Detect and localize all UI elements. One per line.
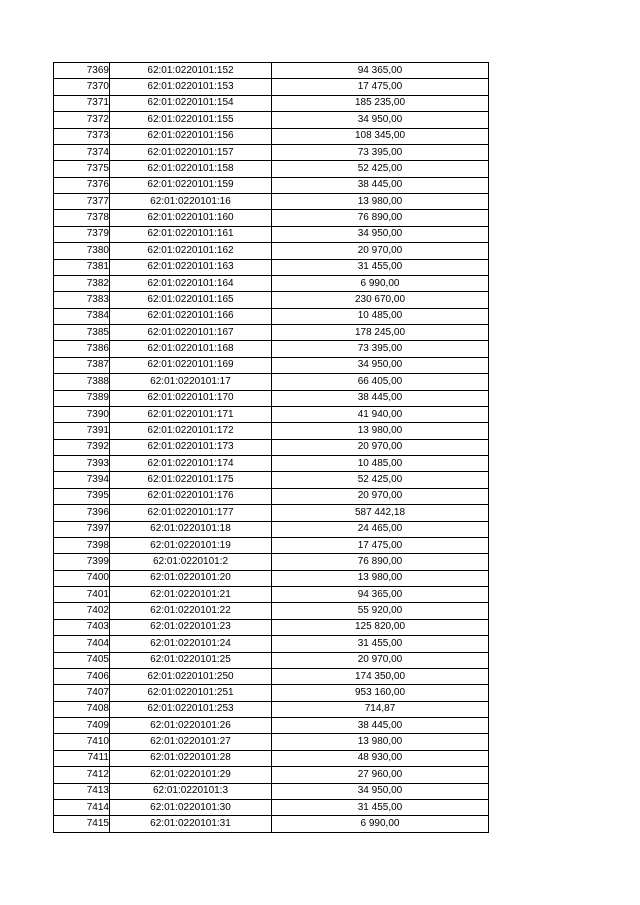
cadastral-number-cell: 62:01:0220101:170	[110, 390, 272, 406]
table-row	[54, 128, 489, 144]
cadastral-value-cell: 34 950,00	[272, 783, 489, 799]
cadastral-value-cell: 587 442,18	[272, 505, 489, 521]
table-row	[54, 406, 489, 422]
cadastral-number-cell: 62:01:0220101:16	[110, 194, 272, 210]
row-number-cell: 7380	[54, 243, 110, 259]
row-number-cell: 7373	[54, 128, 110, 144]
cadastral-value-cell: 38 445,00	[272, 177, 489, 193]
row-number-cell: 7392	[54, 439, 110, 455]
cadastral-value-cell: 125 820,00	[272, 619, 489, 635]
row-number-cell: 7387	[54, 357, 110, 373]
table-row	[54, 259, 489, 275]
cadastral-value-cell: 27 960,00	[272, 767, 489, 783]
row-number-cell: 7409	[54, 718, 110, 734]
cadastral-value-cell: 34 950,00	[272, 112, 489, 128]
cadastral-number-cell: 62:01:0220101:164	[110, 275, 272, 291]
row-number-cell: 7389	[54, 390, 110, 406]
table-row	[54, 701, 489, 717]
cadastral-number-cell: 62:01:0220101:174	[110, 456, 272, 472]
table-row	[54, 685, 489, 701]
table-row	[54, 341, 489, 357]
row-number-cell: 7386	[54, 341, 110, 357]
row-number-cell: 7390	[54, 406, 110, 422]
row-number-cell: 7381	[54, 259, 110, 275]
table-row	[54, 226, 489, 242]
row-number-cell: 7385	[54, 325, 110, 341]
table-row	[54, 668, 489, 684]
cadastral-number-cell: 62:01:0220101:162	[110, 243, 272, 259]
row-number-cell: 7370	[54, 79, 110, 95]
table-row	[54, 537, 489, 553]
cadastral-number-cell: 62:01:0220101:19	[110, 537, 272, 553]
cadastral-number-cell: 62:01:0220101:163	[110, 259, 272, 275]
cadastral-value-cell: 76 890,00	[272, 210, 489, 226]
cadastral-value-cell: 31 455,00	[272, 636, 489, 652]
cadastral-value-cell: 52 425,00	[272, 161, 489, 177]
table-row	[54, 521, 489, 537]
cadastral-value-cell: 94 365,00	[272, 63, 489, 79]
cadastral-number-cell: 62:01:0220101:157	[110, 144, 272, 160]
cadastral-value-cell: 185 235,00	[272, 95, 489, 111]
table-row	[54, 439, 489, 455]
cadastral-value-cell: 230 670,00	[272, 292, 489, 308]
table-row	[54, 63, 489, 79]
table-row	[54, 357, 489, 373]
cadastral-value-cell: 73 395,00	[272, 341, 489, 357]
row-number-cell: 7375	[54, 161, 110, 177]
table-row	[54, 390, 489, 406]
row-number-cell: 7393	[54, 456, 110, 472]
cadastral-number-cell: 62:01:0220101:161	[110, 226, 272, 242]
cadastral-value-cell: 714,87	[272, 701, 489, 717]
row-number-cell: 7378	[54, 210, 110, 226]
cadastral-number-cell: 62:01:0220101:165	[110, 292, 272, 308]
cadastral-value-cell: 76 890,00	[272, 554, 489, 570]
table-row	[54, 325, 489, 341]
cadastral-value-cell: 108 345,00	[272, 128, 489, 144]
row-number-cell: 7384	[54, 308, 110, 324]
cadastral-number-cell: 62:01:0220101:155	[110, 112, 272, 128]
row-number-cell: 7398	[54, 537, 110, 553]
cadastral-number-cell: 62:01:0220101:160	[110, 210, 272, 226]
cadastral-value-cell: 20 970,00	[272, 439, 489, 455]
table-row	[54, 161, 489, 177]
cadastral-value-cell: 20 970,00	[272, 652, 489, 668]
table-row	[54, 587, 489, 603]
cadastral-value-cell: 6 990,00	[272, 275, 489, 291]
cadastral-value-cell: 31 455,00	[272, 799, 489, 815]
cadastral-number-cell: 62:01:0220101:30	[110, 799, 272, 815]
cadastral-value-cell: 13 980,00	[272, 734, 489, 750]
table-row	[54, 767, 489, 783]
cadastral-number-cell: 62:01:0220101:28	[110, 750, 272, 766]
row-number-cell: 7400	[54, 570, 110, 586]
cadastral-number-cell: 62:01:0220101:24	[110, 636, 272, 652]
cadastral-number-cell: 62:01:0220101:167	[110, 325, 272, 341]
cadastral-value-cell: 10 485,00	[272, 456, 489, 472]
cadastral-number-cell: 62:01:0220101:31	[110, 816, 272, 832]
table-row	[54, 275, 489, 291]
table-row	[54, 570, 489, 586]
row-number-cell: 7395	[54, 488, 110, 504]
cadastral-value-cell: 13 980,00	[272, 194, 489, 210]
cadastral-value-cell: 66 405,00	[272, 374, 489, 390]
table-row	[54, 95, 489, 111]
cadastral-number-cell: 62:01:0220101:29	[110, 767, 272, 783]
table-row	[54, 456, 489, 472]
row-number-cell: 7408	[54, 701, 110, 717]
cadastral-number-cell: 62:01:0220101:177	[110, 505, 272, 521]
cadastral-value-cell: 24 465,00	[272, 521, 489, 537]
row-number-cell: 7399	[54, 554, 110, 570]
cadastral-number-cell: 62:01:0220101:250	[110, 668, 272, 684]
row-number-cell: 7396	[54, 505, 110, 521]
table-row	[54, 750, 489, 766]
cadastral-value-cell: 52 425,00	[272, 472, 489, 488]
row-number-cell: 7397	[54, 521, 110, 537]
cadastral-value-cell: 6 990,00	[272, 816, 489, 832]
cadastral-value-cell: 20 970,00	[272, 488, 489, 504]
cadastral-number-cell: 62:01:0220101:171	[110, 406, 272, 422]
cadastral-value-cell: 94 365,00	[272, 587, 489, 603]
cadastral-number-cell: 62:01:0220101:152	[110, 63, 272, 79]
cadastral-value-cell: 178 245,00	[272, 325, 489, 341]
row-number-cell: 7407	[54, 685, 110, 701]
row-number-cell: 7374	[54, 144, 110, 160]
cadastral-value-cell: 13 980,00	[272, 570, 489, 586]
row-number-cell: 7405	[54, 652, 110, 668]
cadastral-value-cell: 10 485,00	[272, 308, 489, 324]
cadastral-value-cell: 38 445,00	[272, 718, 489, 734]
cadastral-number-cell: 62:01:0220101:2	[110, 554, 272, 570]
table-row	[54, 734, 489, 750]
cadastral-number-cell: 62:01:0220101:26	[110, 718, 272, 734]
row-number-cell: 7403	[54, 619, 110, 635]
row-number-cell: 7388	[54, 374, 110, 390]
cadastral-value-cell: 73 395,00	[272, 144, 489, 160]
cadastral-value-cell: 38 445,00	[272, 390, 489, 406]
cadastral-number-cell: 62:01:0220101:23	[110, 619, 272, 635]
table-row	[54, 177, 489, 193]
cadastral-number-cell: 62:01:0220101:21	[110, 587, 272, 603]
row-number-cell: 7415	[54, 816, 110, 832]
row-number-cell: 7379	[54, 226, 110, 242]
table-row	[54, 619, 489, 635]
cadastral-number-cell: 62:01:0220101:253	[110, 701, 272, 717]
cadastral-number-cell: 62:01:0220101:251	[110, 685, 272, 701]
table-row	[54, 210, 489, 226]
row-number-cell: 7401	[54, 587, 110, 603]
row-number-cell: 7391	[54, 423, 110, 439]
table-row	[54, 144, 489, 160]
cadastral-number-cell: 62:01:0220101:176	[110, 488, 272, 504]
row-number-cell: 7406	[54, 668, 110, 684]
table-row	[54, 636, 489, 652]
cadastral-value-cell: 174 350,00	[272, 668, 489, 684]
row-number-cell: 7376	[54, 177, 110, 193]
table-row	[54, 816, 489, 832]
row-number-cell: 7402	[54, 603, 110, 619]
table-row	[54, 472, 489, 488]
row-number-cell: 7377	[54, 194, 110, 210]
cadastral-number-cell: 62:01:0220101:25	[110, 652, 272, 668]
cadastral-value-cell: 48 930,00	[272, 750, 489, 766]
cadastral-number-cell: 62:01:0220101:3	[110, 783, 272, 799]
table-row	[54, 488, 489, 504]
cadastral-number-cell: 62:01:0220101:20	[110, 570, 272, 586]
cadastral-number-cell: 62:01:0220101:166	[110, 308, 272, 324]
cadastral-value-cell: 953 160,00	[272, 685, 489, 701]
table-row	[54, 783, 489, 799]
table-row	[54, 79, 489, 95]
table-row	[54, 243, 489, 259]
cadastral-number-cell: 62:01:0220101:156	[110, 128, 272, 144]
table-row	[54, 652, 489, 668]
cadastral-value-cell: 13 980,00	[272, 423, 489, 439]
row-number-cell: 7413	[54, 783, 110, 799]
cadastral-value-cell: 34 950,00	[272, 357, 489, 373]
cadastral-value-cell: 55 920,00	[272, 603, 489, 619]
cadastral-value-table	[53, 62, 489, 833]
row-number-cell: 7382	[54, 275, 110, 291]
table-row	[54, 799, 489, 815]
cadastral-value-cell: 17 475,00	[272, 79, 489, 95]
cadastral-number-cell: 62:01:0220101:27	[110, 734, 272, 750]
table-row	[54, 423, 489, 439]
row-number-cell: 7372	[54, 112, 110, 128]
cadastral-value-cell: 20 970,00	[272, 243, 489, 259]
table-row	[54, 603, 489, 619]
cadastral-value-cell: 34 950,00	[272, 226, 489, 242]
cadastral-number-cell: 62:01:0220101:173	[110, 439, 272, 455]
table-row	[54, 194, 489, 210]
row-number-cell: 7412	[54, 767, 110, 783]
cadastral-number-cell: 62:01:0220101:159	[110, 177, 272, 193]
row-number-cell: 7383	[54, 292, 110, 308]
table-row	[54, 112, 489, 128]
cadastral-number-cell: 62:01:0220101:22	[110, 603, 272, 619]
row-number-cell: 7414	[54, 799, 110, 815]
table-row	[54, 374, 489, 390]
table-row	[54, 308, 489, 324]
cadastral-value-cell: 31 455,00	[272, 259, 489, 275]
table-row	[54, 505, 489, 521]
table-row	[54, 292, 489, 308]
cadastral-value-cell: 41 940,00	[272, 406, 489, 422]
cadastral-number-cell: 62:01:0220101:153	[110, 79, 272, 95]
row-number-cell: 7371	[54, 95, 110, 111]
cadastral-number-cell: 62:01:0220101:158	[110, 161, 272, 177]
cadastral-number-cell: 62:01:0220101:168	[110, 341, 272, 357]
row-number-cell: 7411	[54, 750, 110, 766]
cadastral-number-cell: 62:01:0220101:175	[110, 472, 272, 488]
row-number-cell: 7404	[54, 636, 110, 652]
row-number-cell: 7394	[54, 472, 110, 488]
row-number-cell: 7369	[54, 63, 110, 79]
table-body	[54, 63, 489, 833]
table-row	[54, 554, 489, 570]
cadastral-number-cell: 62:01:0220101:18	[110, 521, 272, 537]
cadastral-number-cell: 62:01:0220101:169	[110, 357, 272, 373]
table-row	[54, 718, 489, 734]
cadastral-value-cell: 17 475,00	[272, 537, 489, 553]
cadastral-number-cell: 62:01:0220101:172	[110, 423, 272, 439]
cadastral-number-cell: 62:01:0220101:17	[110, 374, 272, 390]
row-number-cell: 7410	[54, 734, 110, 750]
cadastral-number-cell: 62:01:0220101:154	[110, 95, 272, 111]
